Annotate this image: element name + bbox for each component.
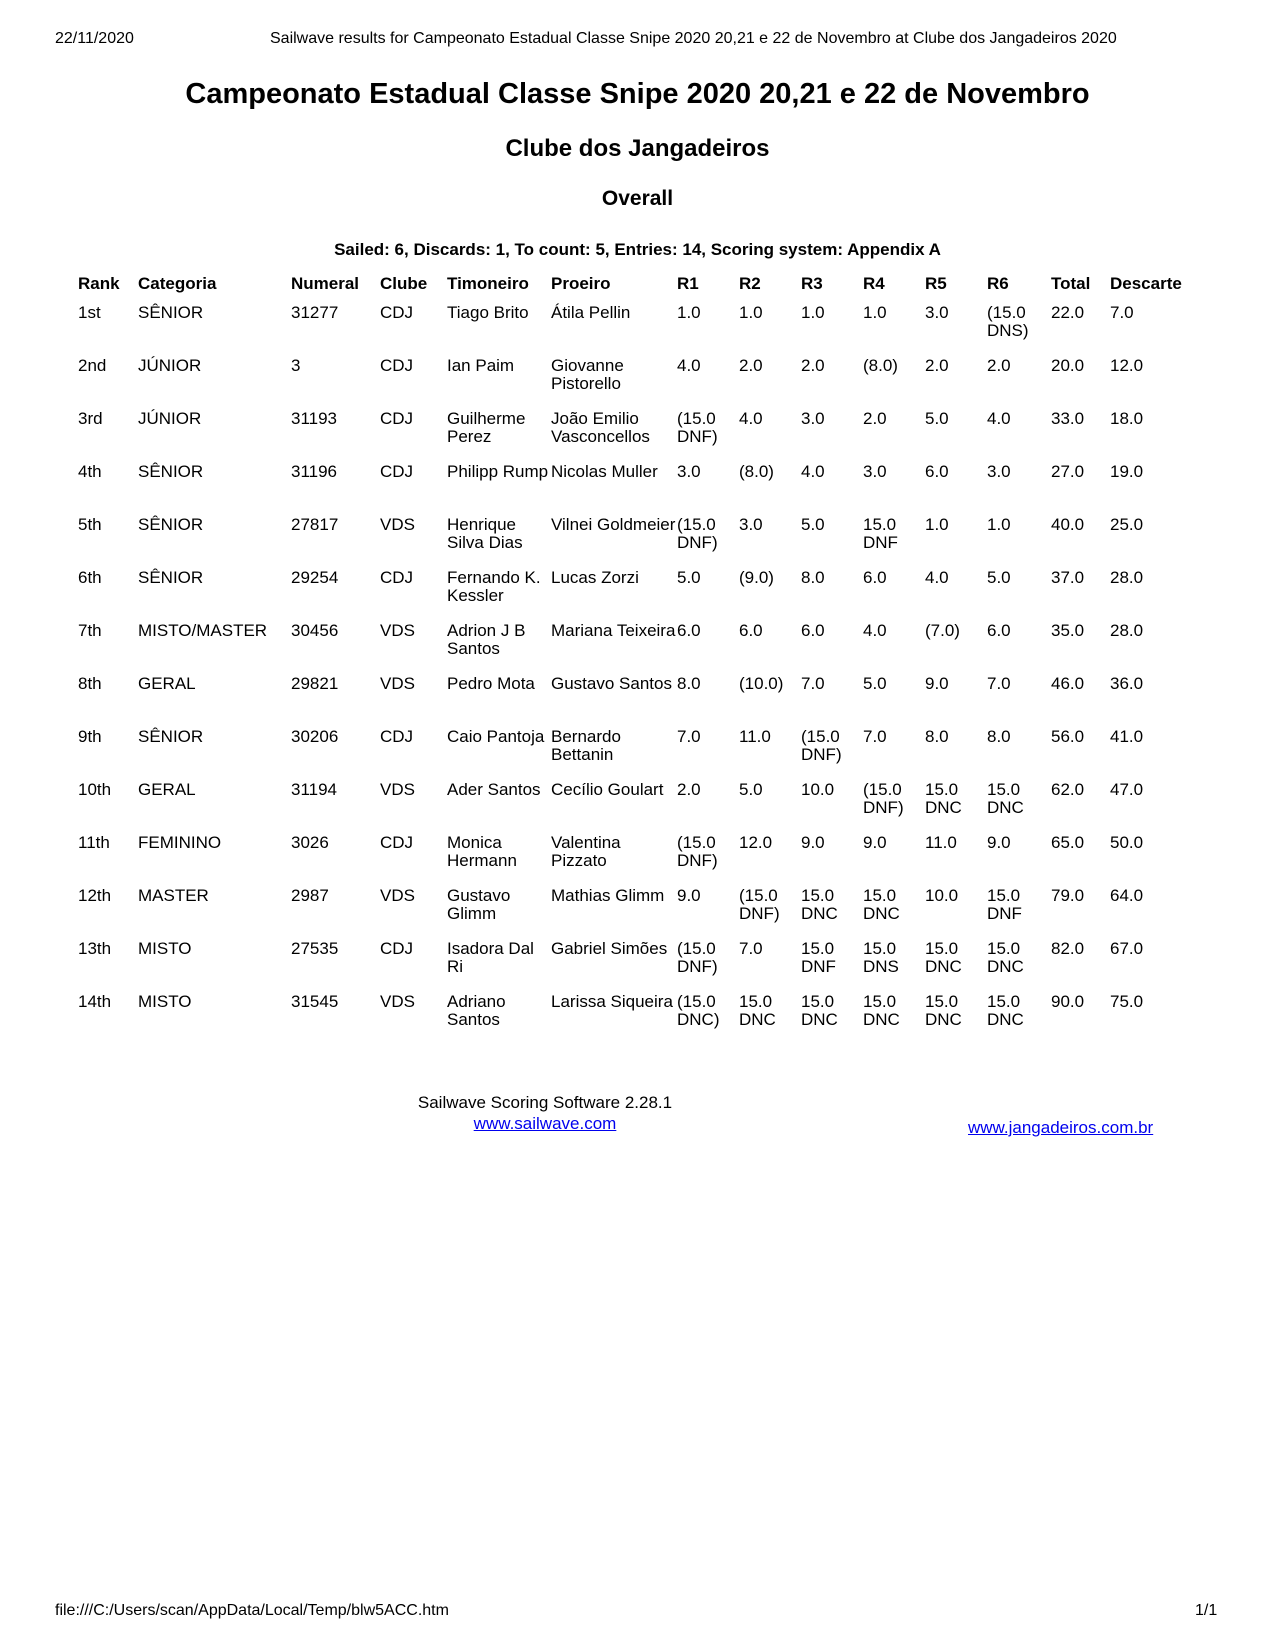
event-venue: Clube dos Jangadeiros [505, 135, 770, 162]
table-row [78, 827, 1200, 880]
cell-r4: 3.0 [863, 462, 887, 481]
cell-r5: 11.0 [925, 833, 957, 852]
cell-r2: 3.0 [739, 515, 763, 534]
cell-r6: 2.0 [987, 356, 1011, 375]
cell-timoneiro: Fernando K. Kessler [447, 568, 541, 605]
software-credit [380, 1093, 710, 1134]
cell-r6: 15.0 DNF [987, 886, 1022, 923]
cell-rank: 7th [78, 621, 102, 640]
cell-clube: CDJ [380, 833, 414, 852]
cell-total: 62.0 [1051, 780, 1085, 799]
cell-r4: (8.0) [863, 356, 898, 375]
cell-r6: 15.0 DNC [987, 780, 1024, 817]
cell-r5: 15.0 DNC [925, 939, 962, 976]
cell-clube: CDJ [380, 303, 414, 322]
cell-timoneiro: Isadora Dal Ri [447, 939, 534, 976]
cell-r6: 9.0 [987, 833, 1011, 852]
results-header-row [78, 270, 1200, 302]
cell-r6: 4.0 [987, 409, 1011, 428]
cell-r1: (15.0 DNF) [677, 515, 718, 552]
cell-r3: 15.0 DNC [801, 992, 838, 1029]
cell-numeral: 31193 [291, 409, 338, 428]
cell-numeral: 29254 [291, 568, 339, 587]
cell-total: 56.0 [1051, 727, 1085, 746]
cell-r1: 4.0 [677, 356, 701, 375]
cell-proeiro: Cecílio Goulart [551, 780, 664, 799]
cell-total: 46.0 [1051, 674, 1085, 693]
cell-r5: (7.0) [925, 621, 960, 640]
cell-total: 40.0 [1051, 515, 1085, 534]
cell-proeiro: Larissa Siqueira [551, 992, 673, 1011]
cell-descarte: 67.0 [1110, 939, 1144, 958]
cell-rank: 10th [78, 780, 112, 799]
cell-numeral: 30456 [291, 621, 339, 640]
cell-r1: 7.0 [677, 727, 701, 746]
cell-descarte: 75.0 [1110, 992, 1144, 1011]
cell-descarte: 28.0 [1110, 621, 1144, 640]
cell-r4: 15.0 DNC [863, 992, 900, 1029]
cell-categoria: MISTO [138, 992, 192, 1011]
cell-categoria: MISTO [138, 939, 192, 958]
cell-timoneiro: Gustavo Glimm [447, 886, 511, 923]
results-table [78, 270, 1200, 1039]
cell-r2: 7.0 [739, 939, 763, 958]
cell-rank: 1st [78, 303, 101, 322]
cell-rank: 3rd [78, 409, 103, 428]
cell-r2: (8.0) [739, 462, 774, 481]
cell-categoria: MASTER [138, 886, 209, 905]
cell-r4: 7.0 [863, 727, 887, 746]
cell-r4: 6.0 [863, 568, 887, 587]
cell-r3: 15.0 DNF [801, 939, 836, 976]
cell-r3: 10.0 [801, 780, 835, 799]
header-rank: Rank [78, 274, 120, 293]
cell-r6: 8.0 [987, 727, 1011, 746]
cell-r5: 2.0 [925, 356, 949, 375]
cell-r3: 4.0 [801, 462, 825, 481]
cell-r3: 5.0 [801, 515, 825, 534]
cell-descarte: 7.0 [1110, 303, 1134, 322]
cell-total: 65.0 [1051, 833, 1085, 852]
table-row [78, 615, 1200, 668]
header-numeral: Numeral [291, 274, 360, 293]
cell-timoneiro: Pedro Mota [447, 674, 535, 693]
cell-r1: 1.0 [677, 303, 701, 322]
cell-r3: 15.0 DNC [801, 886, 838, 923]
cell-r5: 15.0 DNC [925, 992, 962, 1029]
cell-r5: 9.0 [925, 674, 949, 693]
cell-timoneiro: Ader Santos [447, 780, 541, 799]
print-file-path: file:///C:/Users/scan/AppData/Local/Temp/blw5ACC.htm [55, 1602, 449, 1619]
cell-total: 22.0 [1051, 303, 1085, 322]
cell-descarte: 12.0 [1110, 356, 1144, 375]
cell-total: 20.0 [1051, 356, 1085, 375]
table-row [78, 562, 1200, 615]
cell-categoria: SÊNIOR [138, 515, 204, 534]
cell-clube: VDS [380, 886, 415, 905]
cell-descarte: 41.0 [1110, 727, 1144, 746]
cell-r1: (15.0 DNC) [677, 992, 720, 1029]
cell-rank: 14th [78, 992, 112, 1011]
header-categoria: Categoria [138, 274, 217, 293]
cell-descarte: 18.0 [1110, 409, 1144, 428]
cell-descarte: 28.0 [1110, 568, 1144, 587]
cell-r6: (15.0 DNS) [987, 303, 1029, 340]
header-timoneiro: Timoneiro [447, 274, 529, 293]
cell-r1: (15.0 DNF) [677, 939, 718, 976]
cell-r1: 5.0 [677, 568, 701, 587]
cell-timoneiro: Adrion J B Santos [447, 621, 526, 658]
cell-rank: 5th [78, 515, 102, 534]
cell-descarte: 36.0 [1110, 674, 1144, 693]
cell-timoneiro: Caio Pantoja [447, 727, 545, 746]
cell-categoria: GERAL [138, 674, 196, 693]
cell-clube: CDJ [380, 568, 414, 587]
cell-clube: VDS [380, 621, 415, 640]
header-r2: R2 [739, 274, 761, 293]
cell-numeral: 31545 [291, 992, 339, 1011]
cell-r5: 8.0 [925, 727, 949, 746]
cell-r2: (15.0 DNF) [739, 886, 780, 923]
cell-r4: 5.0 [863, 674, 887, 693]
cell-clube: VDS [380, 780, 415, 799]
cell-r6: 6.0 [987, 621, 1011, 640]
cell-r4: 15.0 DNS [863, 939, 899, 976]
cell-total: 33.0 [1051, 409, 1085, 428]
cell-numeral: 3 [291, 356, 301, 375]
cell-r4: 4.0 [863, 621, 887, 640]
cell-clube: VDS [380, 992, 415, 1011]
cell-r2: 4.0 [739, 409, 763, 428]
software-name: Sailwave Scoring Software 2.28.1 [417, 1093, 673, 1112]
cell-r5: 3.0 [925, 303, 949, 322]
cell-r2: 12.0 [739, 833, 773, 852]
sailwave-link[interactable]: www.sailwave.com [473, 1114, 617, 1133]
header-r6: R6 [987, 274, 1009, 293]
cell-total: 90.0 [1051, 992, 1085, 1011]
series-title: Overall [601, 187, 674, 210]
table-row [78, 933, 1200, 986]
cell-rank: 6th [78, 568, 102, 587]
cell-r6: 1.0 [987, 515, 1011, 534]
header-descarte: Descarte [1110, 274, 1182, 293]
cell-proeiro: Gabriel Simões [551, 939, 668, 958]
cell-r5: 1.0 [925, 515, 949, 534]
cell-proeiro: João Emilio Vasconcellos [551, 409, 650, 446]
cell-numeral: 27535 [291, 939, 339, 958]
cell-numeral: 29821 [291, 674, 339, 693]
cell-total: 82.0 [1051, 939, 1085, 958]
cell-numeral: 3026 [291, 833, 329, 852]
cell-r6: 5.0 [987, 568, 1011, 587]
cell-rank: 8th [78, 674, 102, 693]
cell-r4: 9.0 [863, 833, 887, 852]
cell-timoneiro: Adriano Santos [447, 992, 506, 1029]
cell-r2: (10.0) [739, 674, 784, 693]
cell-total: 27.0 [1051, 462, 1085, 481]
cell-descarte: 64.0 [1110, 886, 1144, 905]
cell-timoneiro: Ian Paim [447, 356, 515, 375]
cell-total: 37.0 [1051, 568, 1085, 587]
cell-r4: 2.0 [863, 409, 887, 428]
print-document-title: Sailwave results for Campeonato Estadual Classe Snipe 2020 20,21 e 22 de Novembro at Clube dos Jangadeiros 2020 [270, 30, 1117, 47]
cell-rank: 4th [78, 462, 102, 481]
cell-numeral: 2987 [291, 886, 329, 905]
table-row [78, 509, 1200, 562]
cell-r3: 2.0 [801, 356, 825, 375]
cell-total: 35.0 [1051, 621, 1085, 640]
header-r5: R5 [925, 274, 947, 293]
cell-clube: CDJ [380, 356, 414, 375]
cell-numeral: 27817 [291, 515, 339, 534]
cell-clube: CDJ [380, 939, 414, 958]
cell-total: 79.0 [1051, 886, 1085, 905]
cell-categoria: SÊNIOR [138, 462, 204, 481]
cell-proeiro: Valentina Pizzato [551, 833, 621, 870]
cell-r1: 2.0 [677, 780, 701, 799]
cell-clube: CDJ [380, 409, 414, 428]
cell-rank: 12th [78, 886, 112, 905]
cell-r2: 5.0 [739, 780, 763, 799]
cell-r2: 6.0 [739, 621, 763, 640]
table-row [78, 721, 1200, 774]
cell-proeiro: Átila Pellin [551, 303, 631, 322]
cell-timoneiro: Tiago Brito [447, 303, 529, 322]
cell-proeiro: Mariana Teixeira [551, 621, 676, 640]
cell-descarte: 19.0 [1110, 462, 1144, 481]
cell-r3: 3.0 [801, 409, 825, 428]
club-website-link[interactable]: www.jangadeiros.com.br [968, 1118, 1154, 1137]
cell-r3: (15.0 DNF) [801, 727, 842, 764]
cell-r2: 11.0 [739, 727, 771, 746]
cell-r1: 8.0 [677, 674, 701, 693]
cell-proeiro: Mathias Glimm [551, 886, 665, 905]
header-clube: Clube [380, 274, 428, 293]
cell-r1: (15.0 DNF) [677, 409, 718, 446]
cell-rank: 11th [78, 833, 110, 852]
cell-r4: 15.0 DNF [863, 515, 898, 552]
cell-r1: 9.0 [677, 886, 701, 905]
table-row [78, 986, 1200, 1039]
cell-rank: 2nd [78, 356, 107, 375]
cell-proeiro: Lucas Zorzi [551, 568, 639, 587]
cell-r3: 6.0 [801, 621, 825, 640]
cell-r5: 6.0 [925, 462, 949, 481]
cell-timoneiro: Guilherme Perez [447, 409, 526, 446]
cell-r5: 5.0 [925, 409, 949, 428]
cell-timoneiro: Monica Hermann [447, 833, 517, 870]
cell-r4: 15.0 DNC [863, 886, 900, 923]
cell-proeiro: Giovanne Pistorello [551, 356, 624, 393]
cell-categoria: JÚNIOR [138, 356, 202, 375]
cell-descarte: 25.0 [1110, 515, 1144, 534]
cell-categoria: JÚNIOR [138, 409, 202, 428]
cell-proeiro: Bernardo Bettanin [551, 727, 621, 764]
cell-r2: 2.0 [739, 356, 763, 375]
table-row [78, 403, 1200, 456]
cell-clube: VDS [380, 515, 415, 534]
cell-proeiro: Gustavo Santos [551, 674, 672, 693]
cell-categoria: FEMININO [138, 833, 222, 852]
table-row [78, 456, 1200, 509]
print-page-number: 1/1 [1195, 1602, 1218, 1619]
header-r4: R4 [863, 274, 885, 293]
table-row [78, 880, 1200, 933]
cell-categoria: SÊNIOR [138, 568, 204, 587]
cell-timoneiro: Henrique Silva Dias [447, 515, 523, 552]
cell-r3: 8.0 [801, 568, 825, 587]
cell-clube: CDJ [380, 727, 414, 746]
cell-categoria: SÊNIOR [138, 727, 204, 746]
cell-r5: 15.0 DNC [925, 780, 962, 817]
cell-rank: 9th [78, 727, 102, 746]
cell-rank: 13th [78, 939, 112, 958]
cell-r5: 4.0 [925, 568, 949, 587]
header-total: Total [1051, 274, 1091, 293]
cell-descarte: 47.0 [1110, 780, 1144, 799]
table-row [78, 668, 1200, 721]
cell-r4: 1.0 [863, 303, 887, 322]
cell-clube: CDJ [380, 462, 414, 481]
cell-numeral: 30206 [291, 727, 339, 746]
cell-r6: 15.0 DNC [987, 992, 1024, 1029]
header-r1: R1 [677, 274, 699, 293]
table-row [78, 302, 1200, 350]
series-summary: Sailed: 6, Discards: 1, To count: 5, Entries: 14, Scoring system: Appendix A [334, 240, 941, 259]
cell-numeral: 31277 [291, 303, 339, 322]
cell-r1: 3.0 [677, 462, 701, 481]
cell-r5: 10.0 [925, 886, 959, 905]
cell-r2: 15.0 DNC [739, 992, 776, 1029]
print-date: 22/11/2020 [55, 30, 134, 47]
results-body [78, 302, 1200, 1039]
cell-r2: (9.0) [739, 568, 774, 587]
table-row [78, 350, 1200, 403]
cell-numeral: 31196 [291, 462, 338, 481]
cell-descarte: 50.0 [1110, 833, 1144, 852]
cell-proeiro: Vilnei Goldmeier [551, 515, 676, 534]
header-proeiro: Proeiro [551, 274, 611, 293]
cell-r4: (15.0 DNF) [863, 780, 904, 817]
cell-clube: VDS [380, 674, 415, 693]
cell-r1: 6.0 [677, 621, 701, 640]
cell-categoria: GERAL [138, 780, 196, 799]
table-row [78, 774, 1200, 827]
cell-r2: 1.0 [739, 303, 763, 322]
cell-r3: 9.0 [801, 833, 825, 852]
cell-categoria: MISTO/MASTER [138, 621, 268, 640]
cell-r6: 15.0 DNC [987, 939, 1024, 976]
cell-r6: 7.0 [987, 674, 1011, 693]
cell-numeral: 31194 [291, 780, 338, 799]
event-title: Campeonato Estadual Classe Snipe 2020 20,21 e 22 de Novembro [185, 78, 1090, 110]
cell-r6: 3.0 [987, 462, 1011, 481]
cell-r3: 1.0 [801, 303, 825, 322]
cell-categoria: SÊNIOR [138, 303, 204, 322]
header-r3: R3 [801, 274, 823, 293]
cell-timoneiro: Philipp Rump [447, 462, 549, 481]
cell-r3: 7.0 [801, 674, 825, 693]
cell-r1: (15.0 DNF) [677, 833, 718, 870]
cell-proeiro: Nicolas Muller [551, 462, 658, 481]
